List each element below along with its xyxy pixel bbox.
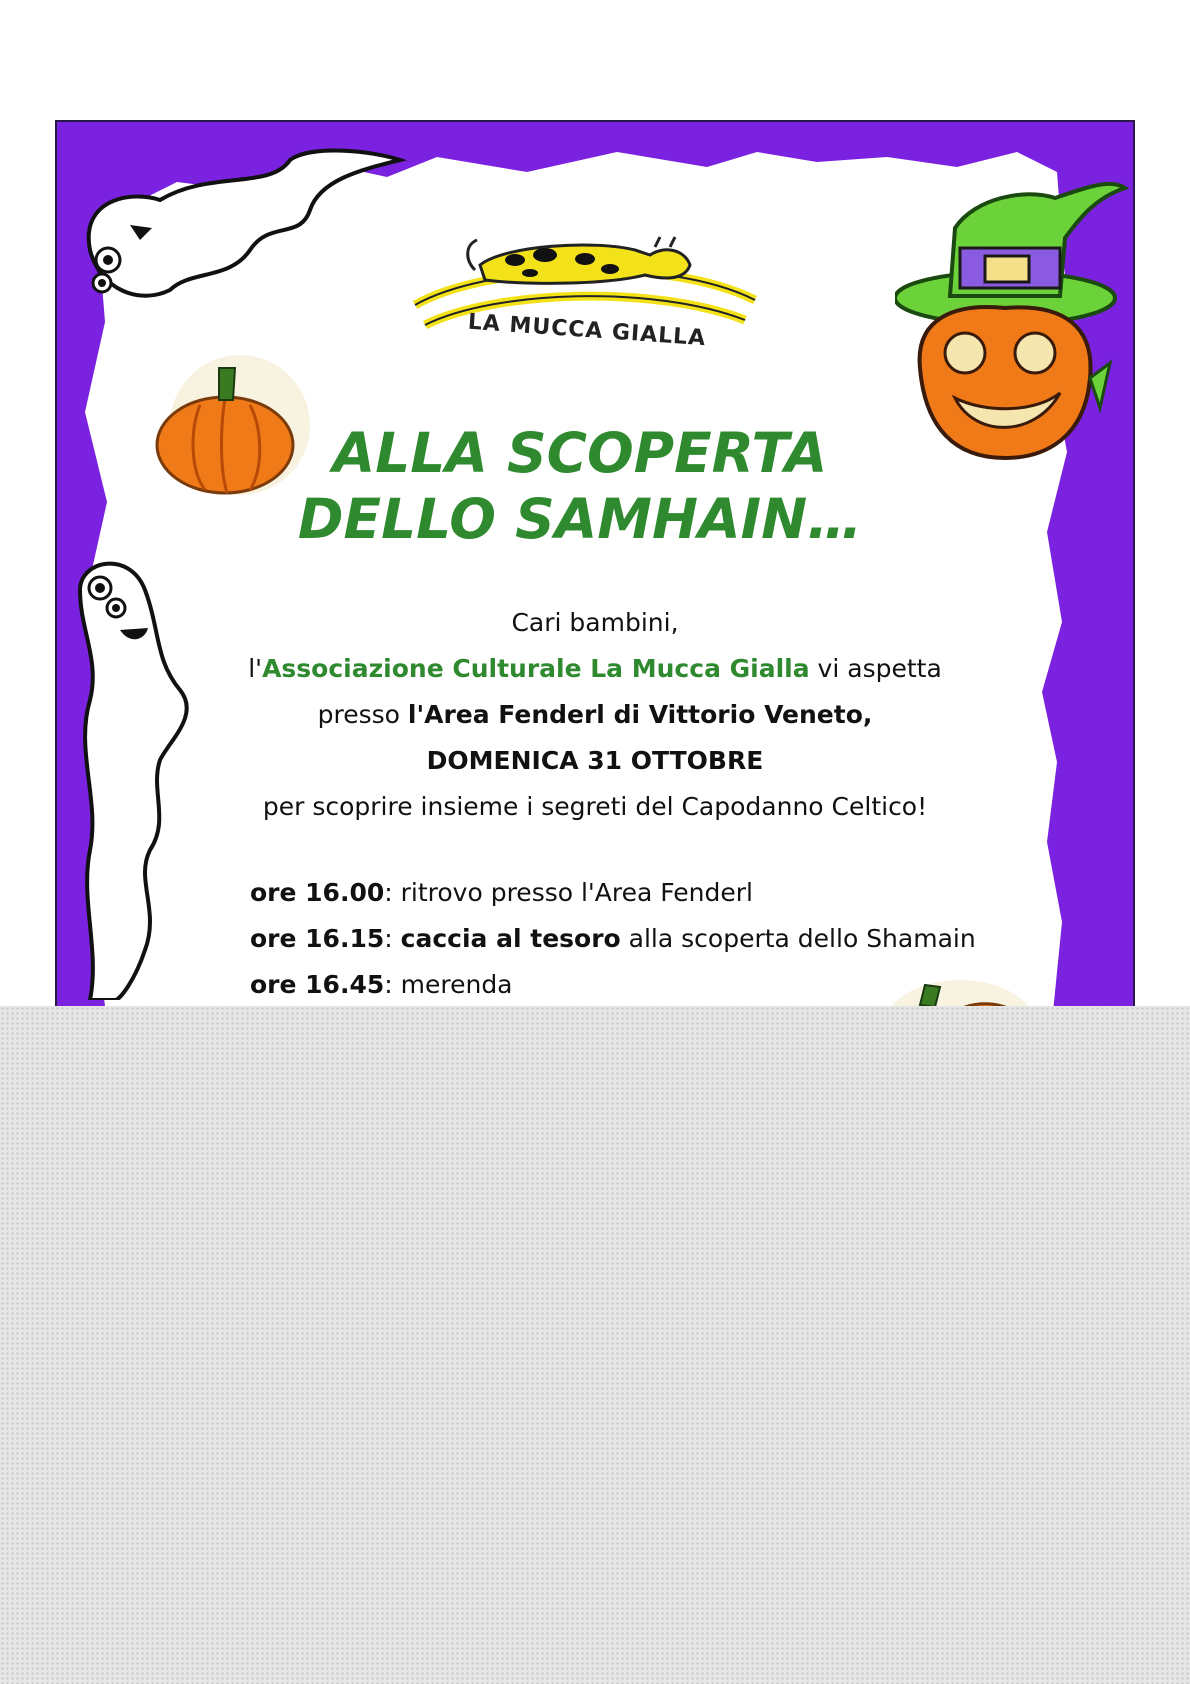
greeting: Cari bambini, [511, 608, 679, 637]
schedule-highlight: caccia al tesoro [400, 924, 621, 953]
ghost-left-icon [60, 550, 210, 1000]
schedule-text: ritrovo presso l'Area Fenderl [400, 878, 753, 907]
event-place: l'Area Fenderl di Vittorio Veneto, [407, 700, 873, 729]
schedule-text: merenda [400, 970, 513, 999]
ghost-top-left-icon [70, 140, 410, 310]
text-prefix: l' [248, 654, 263, 683]
invitation-line-association [220, 646, 970, 692]
event-date: DOMENICA 31 OTTOBRE [426, 746, 764, 775]
schedule-text: alla scoperta dello Shamain [620, 924, 976, 953]
page-title [220, 420, 940, 552]
mucca-gialla-logo-icon [405, 225, 765, 375]
title-line-1: ALLA SCOPERTA [332, 421, 828, 485]
schedule-sep: : [384, 878, 401, 907]
schedule-sep: : [384, 970, 401, 999]
schedule-list [250, 870, 1010, 1008]
schedule-item [250, 870, 1010, 916]
association-name: Associazione Culturale La Mucca Gialla [262, 654, 810, 683]
unrendered-area-overlay [0, 1006, 1190, 1684]
schedule-time: ore 16.45 [250, 970, 385, 999]
schedule-item [250, 962, 1010, 1008]
logo-text: LA MUCCA GIALLA [467, 309, 707, 352]
invitation-text [220, 600, 970, 830]
text-prefix: presso [317, 700, 408, 729]
invitation-line-place [220, 692, 970, 738]
schedule-sep: : [384, 924, 401, 953]
schedule-time: ore 16.00 [250, 878, 385, 907]
schedule-item [250, 916, 1010, 962]
text-suffix: vi aspetta [809, 654, 942, 683]
title-line-2: DELLO SAMHAIN… [297, 487, 863, 551]
schedule-time: ore 16.15 [250, 924, 385, 953]
event-purpose: per scoprire insieme i segreti del Capodanno Celtico! [262, 792, 928, 821]
